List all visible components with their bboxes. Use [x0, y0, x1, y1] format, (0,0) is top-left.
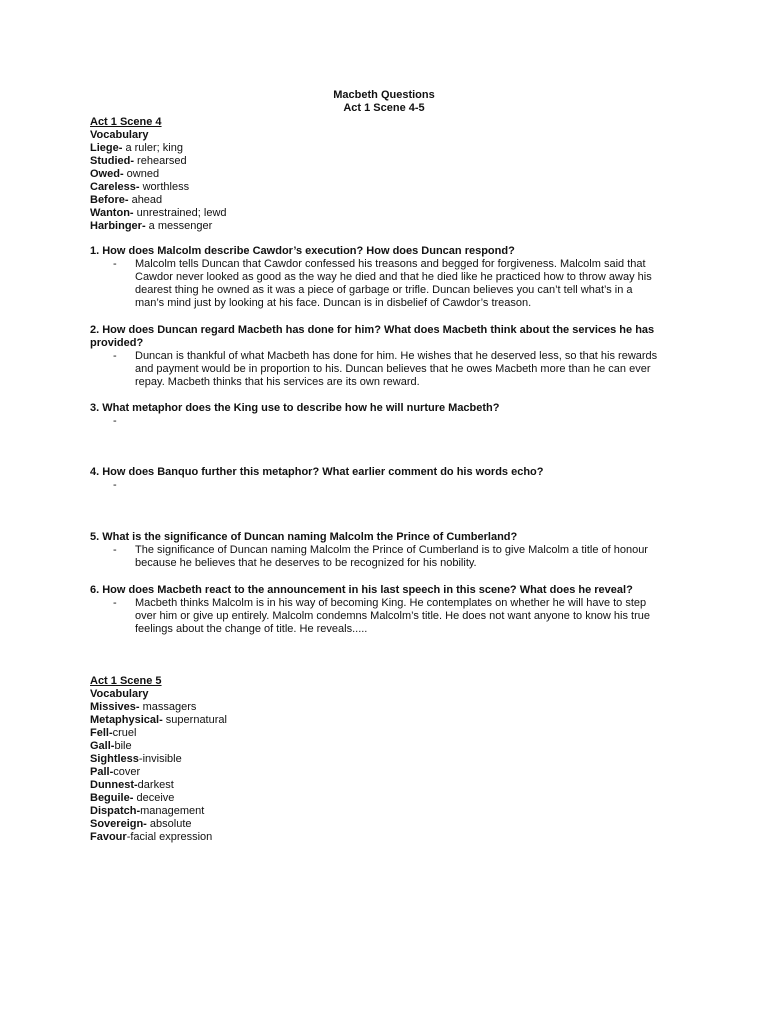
vocab-definition: a messenger [145, 220, 213, 232]
vocab-entry [90, 168, 680, 181]
question-text: 4. How does Banquo further this metaphor? What earlier comment do his words echo? [90, 466, 544, 478]
vocab-definition: -invisible [138, 753, 182, 765]
answer-line: man’s mind just by looking at his face. Duncan is in disbelief of Cawdor’s treason. [135, 297, 532, 309]
answer-line: Cawdor never looked as good as the way he died and that he died like he practiced how to throw away his [135, 271, 652, 283]
answer-line: Duncan is thankful of what Macbeth has done for him. He wishes that he deserved less, so that his rewards [135, 350, 658, 362]
answer-line [135, 479, 680, 492]
answer-line: and payment would be in proportion to his. Duncan believes that he owes Macbeth more than he can ever [135, 363, 651, 375]
vocab-definition: deceive [133, 792, 175, 804]
vocab-term: Fell- [90, 727, 113, 739]
question-6 [90, 584, 680, 636]
vocab-definition: massagers [139, 701, 197, 713]
question-text: 6. How does Macbeth react to the announcement in his last speech in this scene? What does he reveal? [90, 584, 633, 596]
question-text: 1. How does Malcolm describe Cawdor’s execution? How does Duncan respond? [90, 245, 515, 257]
question-text: 2. How does Duncan regard Macbeth has done for him? What does Macbeth think about the services he has [90, 324, 655, 336]
scene4-vocab-heading: Vocabulary [90, 129, 149, 141]
vocab-entry [90, 194, 680, 207]
bullet-dash: - [113, 258, 117, 270]
answer [90, 479, 680, 492]
scene5-heading: Act 1 Scene 5 [90, 675, 162, 687]
vocab-definition: -facial expression [126, 831, 213, 843]
answer [90, 415, 680, 428]
vocab-term: Liege- [90, 142, 123, 154]
answer-line: feelings about the change of title. He reveals..... [135, 623, 368, 635]
answer-line: repay. Macbeth thinks that his services are its own reward. [135, 376, 420, 388]
document-title [0, 89, 768, 115]
scene4-heading: Act 1 Scene 4 [90, 116, 162, 128]
answer [90, 597, 680, 636]
answer-line: dearest thing he owned as it was a piece of garbage or trifle. Duncan believes you can’t tell what’s in a [135, 284, 633, 296]
vocab-term: Sightless [90, 753, 139, 765]
vocab-definition: unrestrained; lewd [133, 207, 227, 219]
answer-line: because he believes that he deserves to be recognized for his nobility. [135, 557, 477, 569]
title-line-2: Act 1 Scene 4-5 [343, 102, 425, 114]
bullet-dash: - [113, 415, 117, 427]
answer-line: Macbeth thinks Malcolm is in his way of becoming King. He contemplates on whether he will have to step [135, 597, 647, 609]
question-text: 3. What metaphor does the King use to describe how he will nurture Macbeth? [90, 402, 500, 414]
question-3 [90, 402, 680, 428]
vocab-entry [90, 142, 680, 155]
vocab-entry [90, 831, 680, 844]
vocab-definition: a ruler; king [122, 142, 183, 154]
scene5-section [90, 675, 680, 844]
title-line-1: Macbeth Questions [333, 89, 435, 101]
answer-line: Malcolm tells Duncan that Cawdor confessed his treasons and begged for forgiveness. Malcolm said that [135, 258, 646, 270]
vocab-entry [90, 779, 680, 792]
scene5-vocab-heading: Vocabulary [90, 688, 149, 700]
vocab-definition: darkest [137, 779, 174, 791]
vocab-definition: cruel [112, 727, 137, 739]
vocab-definition: supernatural [162, 714, 227, 726]
vocab-entry [90, 727, 680, 740]
answer [90, 258, 680, 310]
vocab-definition: bile [114, 740, 132, 752]
vocab-definition: worthless [139, 181, 190, 193]
vocab-term: Sovereign- [90, 818, 147, 830]
answer [90, 350, 680, 389]
vocab-entry [90, 766, 680, 779]
vocab-definition: owned [123, 168, 160, 180]
vocab-term: Missives- [90, 701, 140, 713]
vocab-definition: absolute [146, 818, 192, 830]
bullet-dash: - [113, 597, 117, 609]
vocab-entry [90, 701, 680, 714]
vocab-term: Gall- [90, 740, 115, 752]
vocab-definition: management [140, 805, 205, 817]
vocab-entry [90, 207, 680, 220]
vocab-term: Careless- [90, 181, 140, 193]
scene4-section [90, 116, 680, 233]
vocab-definition: cover [113, 766, 141, 778]
answer-line: over him or give up entirely. Malcolm condemns Malcolm’s title. He does not want anyone to know his true [135, 610, 650, 622]
bullet-dash: - [113, 479, 117, 491]
vocab-term: Studied- [90, 155, 134, 167]
vocab-term: Wanton- [90, 207, 134, 219]
vocab-entry [90, 805, 680, 818]
question-5 [90, 531, 680, 570]
vocab-entry [90, 740, 680, 753]
vocab-entry [90, 220, 680, 233]
vocab-term: Beguile- [90, 792, 134, 804]
question-4 [90, 466, 680, 492]
vocab-entry [90, 818, 680, 831]
vocab-entry [90, 155, 680, 168]
answer-line [135, 415, 680, 428]
vocab-term: Metaphysical- [90, 714, 163, 726]
question-text: 5. What is the significance of Duncan naming Malcolm the Prince of Cumberland? [90, 531, 518, 543]
bullet-dash: - [113, 350, 117, 362]
vocab-term: Harbinger- [90, 220, 146, 232]
vocab-term: Dispatch- [90, 805, 141, 817]
question-2 [90, 324, 680, 389]
answer [90, 544, 680, 570]
vocab-term: Dunnest- [90, 779, 138, 791]
vocab-entry [90, 181, 680, 194]
vocab-term: Owed- [90, 168, 124, 180]
vocab-entry [90, 792, 680, 805]
vocab-term: Before- [90, 194, 129, 206]
vocab-entry [90, 753, 680, 766]
vocab-definition: ahead [128, 194, 163, 206]
question-1 [90, 245, 680, 310]
question-text: provided? [90, 337, 144, 349]
answer-line: The significance of Duncan naming Malcolm the Prince of Cumberland is to give Malcolm a title of honour [135, 544, 648, 556]
vocab-definition: rehearsed [134, 155, 187, 167]
vocab-term: Pall- [90, 766, 114, 778]
vocab-entry [90, 714, 680, 727]
vocab-term: Favour [90, 831, 127, 843]
bullet-dash: - [113, 544, 117, 556]
